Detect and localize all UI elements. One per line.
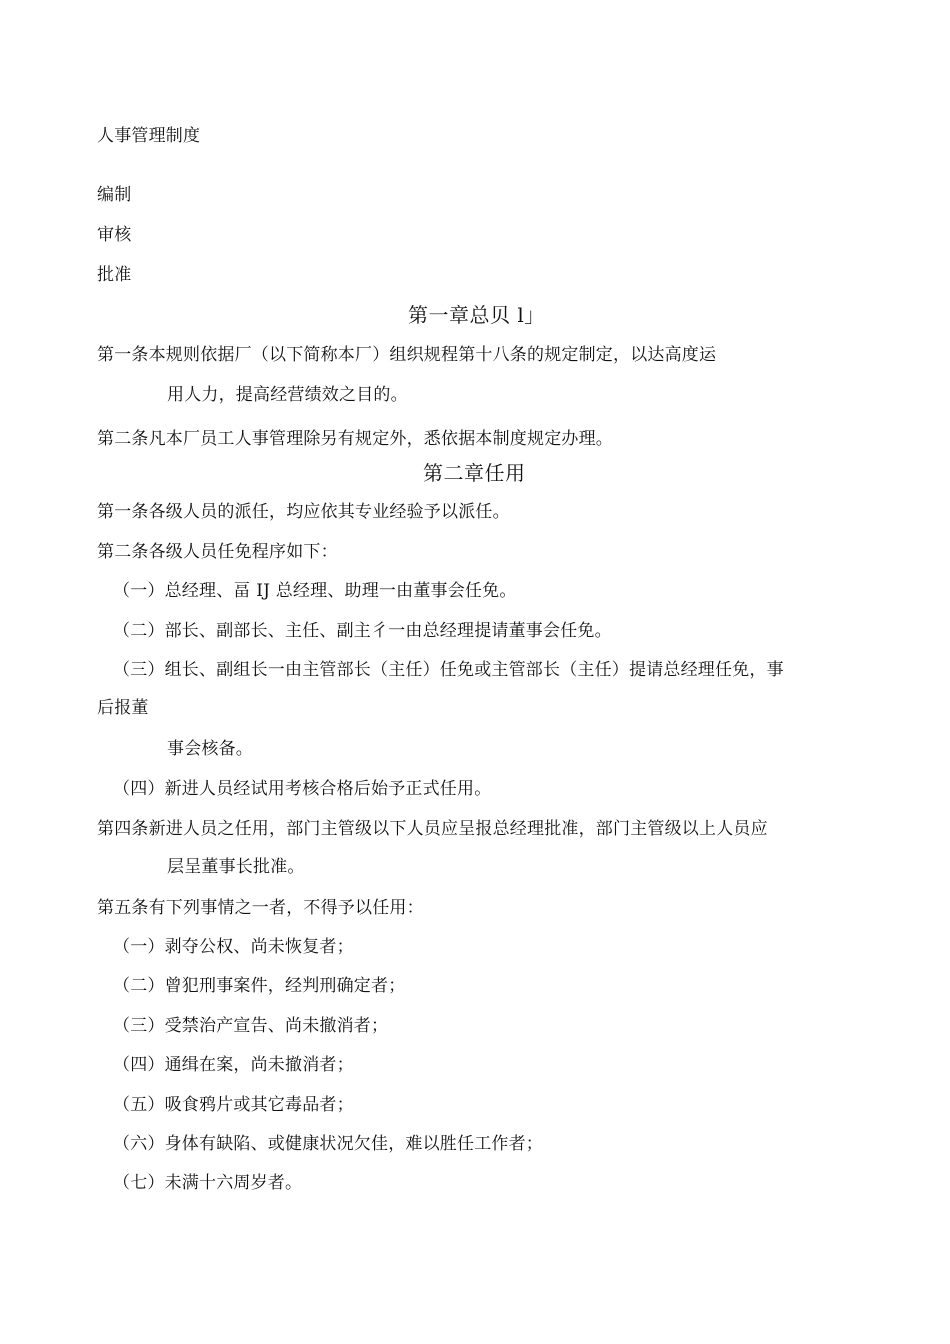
chapter2-article5-item3: （三）受禁治产宣告、尚未撤消者； — [113, 1016, 389, 1036]
chapter2-article1: 第一条各级人员的派任，均应依其专业经验予以派任。 — [97, 502, 510, 522]
chapter1-article1-line2: 用人力，提高经营绩效之目的。 — [167, 385, 408, 405]
chapter2-article4-line1: 第四条新进人员之任用，部门主管级以下人员应呈报总经理批准，部门主管级以上人员应 — [97, 819, 768, 839]
chapter2-article5-item5: （五）吸食鸦片或其它毒品者； — [113, 1095, 354, 1115]
chapter2-article5-item6: （六）身体有缺陷、或健康状况欠佳，难以胜任工作者； — [113, 1134, 543, 1154]
chapter2-article4-line2: 层呈董事长批准。 — [167, 857, 305, 877]
chapter1-article2: 第二条凡本厂员工人事管理除另有规定外，悉依据本制度规定办理。 — [97, 429, 613, 449]
signoff-reviewed: 审核 — [97, 225, 132, 245]
chapter2-article2-item4: （四）新进人员经试用考核合格后始予正式任用。 — [113, 779, 492, 799]
chapter2-heading: 第二章任用 — [423, 461, 526, 485]
chapter2-article2: 第二条各级人员任免程序如下： — [97, 542, 338, 562]
chapter2-article2-item3-line3: 事会核备。 — [167, 739, 253, 759]
document-title: 人事管理制度 — [97, 126, 201, 146]
signoff-prepared: 编制 — [97, 185, 132, 205]
chapter2-article5-item7: （七）未满十六周岁者。 — [113, 1173, 303, 1193]
chapter1-heading: 第一章总贝 l」 — [408, 303, 545, 327]
chapter2-article2-item3-line1: （三）组长、副组长一由主管部长（主任）任免或主管部长（主任）提请总经理任免，事 — [113, 660, 784, 680]
chapter2-article5-item4: （四）通缉在案，尚未撤消者； — [113, 1055, 354, 1075]
chapter2-article2-item2: （二）部长、副部长、主任、副主彳一由总经理提请董事会任免。 — [113, 621, 612, 641]
chapter2-article2-item3-line2: 后报董 — [97, 698, 149, 718]
chapter2-article5-item2: （二）曾犯刑事案件，经判刑确定者； — [113, 976, 406, 996]
chapter2-article2-item1: （一）总经理、畐 IJ 总经理、助理一由董事会任免。 — [113, 581, 517, 601]
signoff-approved: 批准 — [97, 265, 132, 285]
chapter2-article5-item1: （一）剥夺公权、尚未恢复者； — [113, 937, 354, 957]
chapter1-article1-line1: 第一条本规则依据厂（以下简称本厂）组织规程第十八条的规定制定，以达高度运 — [97, 345, 717, 365]
chapter2-article5: 第五条有下列事情之一者，不得予以任用： — [97, 898, 424, 918]
